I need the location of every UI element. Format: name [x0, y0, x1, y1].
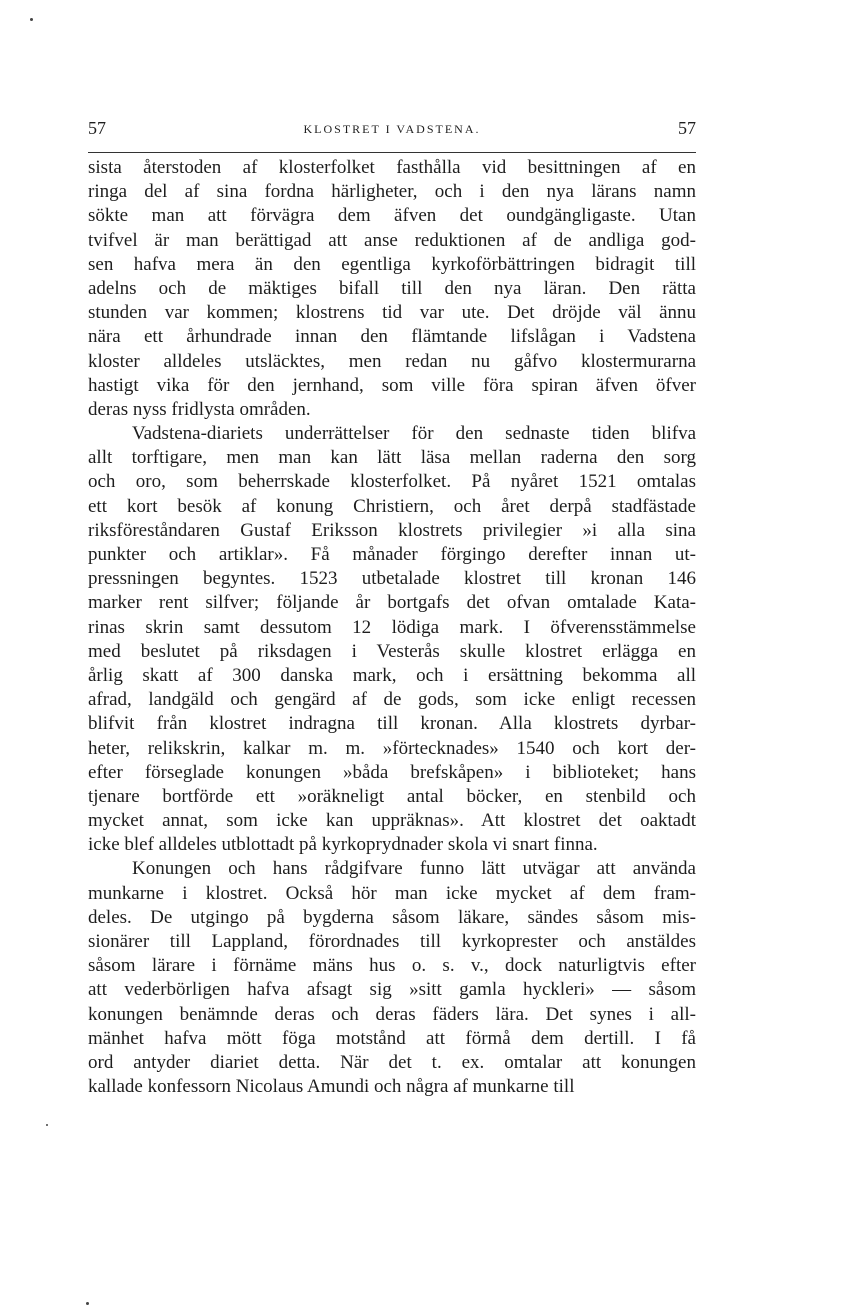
- text-line: rinas skrin samt dessutom 12 lödiga mark. I öfverensstämmelse: [88, 616, 696, 638]
- text-line: heter, relikskrin, kalkar m. m. »förtecknades» 1540 och kort der-: [88, 737, 696, 759]
- text-line: tvifvel är man berättigad att anse reduktionen af de andliga god-: [88, 229, 696, 251]
- text-line: afrad, landgäld och gengärd af de gods, som icke enligt recessen: [88, 689, 696, 711]
- text-line: deles. De utgingo på bygderna såsom läkare, sändes såsom mis-: [88, 906, 696, 928]
- header-rule: [88, 152, 696, 153]
- text-line: kallade konfessorn Nicolaus Amundi och några af munkarne till: [88, 1076, 575, 1098]
- text-line: punkter och artiklar». Få månader förgingo derefter innan ut-: [88, 544, 696, 565]
- text-line: med beslutet på riksdagen i Vesterås skulle klostret erlägga en: [88, 640, 696, 662]
- text-line: ett kort besök af konung Christiern, och året derpå stadfästade: [88, 495, 696, 517]
- text-line: mycket annat, som icke kan uppräknas». Att klostret det oaktadt: [88, 810, 696, 832]
- text-line: årlig skatt af 300 danska mark, och i ersättning bekomma all: [88, 664, 696, 686]
- text-line: såsom lärare i förnäme mäns hus o. s. v., dock naturligtvis efter: [88, 955, 696, 977]
- text-line: sen hafva mera än den egentliga kyrkoförbättringen bidragit till: [88, 253, 696, 275]
- text-line: pressningen begyntes. 1523 utbetalade klostret till kronan 146: [88, 568, 696, 590]
- page-number-right: 57: [678, 118, 696, 138]
- running-head: [88, 118, 696, 142]
- text-line: sionärer till Lappland, förordnades till kyrkoprester och anstäldes: [88, 931, 696, 952]
- text-line: blifvit från klostret indragna till kronan. Alla klostrets dyrbar-: [88, 713, 696, 735]
- text-line: stunden var kommen; klostrens tid var ute. Det dröjde väl ännu: [88, 302, 696, 324]
- text-line: hastigt vika för den jernhand, som ville föra spiran äfven öfver: [88, 374, 696, 396]
- text-line: riksföreståndaren Gustaf Eriksson klostrets privilegier »i alla sina: [88, 519, 696, 541]
- page-number-left: 57: [88, 118, 106, 138]
- text-line: efter förseglade konungen »båda brefskåpen» i biblioteket; hans: [88, 761, 696, 783]
- text-line: Vadstena-diariets underrättelser för den sednaste tiden blifva: [132, 423, 696, 445]
- running-title: KLOSTRET I VADSTENA.: [303, 122, 481, 136]
- text-line: ringa del af sina fordna härligheter, och i den nya lärans namn: [88, 181, 696, 203]
- text-line: sökte man att förvägra dem äfven det oundgängligaste. Utan: [88, 205, 696, 227]
- text-line: nära ett århundrade innan den flämtande lifslågan i Vadstena: [88, 326, 696, 348]
- paragraph: [88, 857, 696, 1099]
- text-line: munkarne i klostret. Också hör man icke mycket af dem fram-: [88, 882, 696, 904]
- text-line: konungen benämnde deras och deras fäders lära. Det synes i all-: [88, 1003, 696, 1025]
- text-line: tjenare bortförde ett »oräkneligt antal böcker, en stenbild och: [88, 785, 696, 807]
- text-line: marker rent silfver; följande år bortgafs det ofvan omtalade Kata-: [88, 592, 696, 614]
- text-line: kloster alldeles utsläcktes, men redan nu gåfvo klostermurarna: [88, 350, 696, 372]
- text-line: mänhet hafva mött föga motstånd att förmå dem dertill. I få: [88, 1027, 696, 1049]
- text-line: allt torftigare, men man kan lätt läsa mellan raderna den sorg: [88, 447, 696, 469]
- text-line: icke blef alldeles utblottadt på kyrkoprydnader skola vi snart finna.: [88, 834, 598, 856]
- text-line: Konungen och hans rådgifvare funno lätt utvägar att använda: [132, 858, 696, 880]
- speck-top-left: [30, 18, 33, 21]
- text-line: deras nyss fridlysta områden.: [88, 398, 311, 420]
- speck-bottom-left: [86, 1302, 89, 1305]
- paragraph: [88, 422, 696, 857]
- text-line: adelns och de mäktiges bifall till den nya läran. Den rätta: [88, 277, 696, 299]
- paragraph: [88, 156, 696, 422]
- text-line: att vederbörligen hafva afsagt sig »sitt gamla hyckleri» — såsom: [88, 979, 696, 1001]
- body-text: [88, 156, 696, 1099]
- speck-mid-left: [46, 1124, 48, 1126]
- text-line: ord antyder diariet detta. När det t. ex. omtalar att konungen: [88, 1051, 696, 1073]
- text-line: och oro, som beherrskade klosterfolket. På nyåret 1521 omtalas: [88, 471, 696, 493]
- text-line: sista återstoden af klosterfolket fasthålla vid besittningen af en: [88, 157, 696, 178]
